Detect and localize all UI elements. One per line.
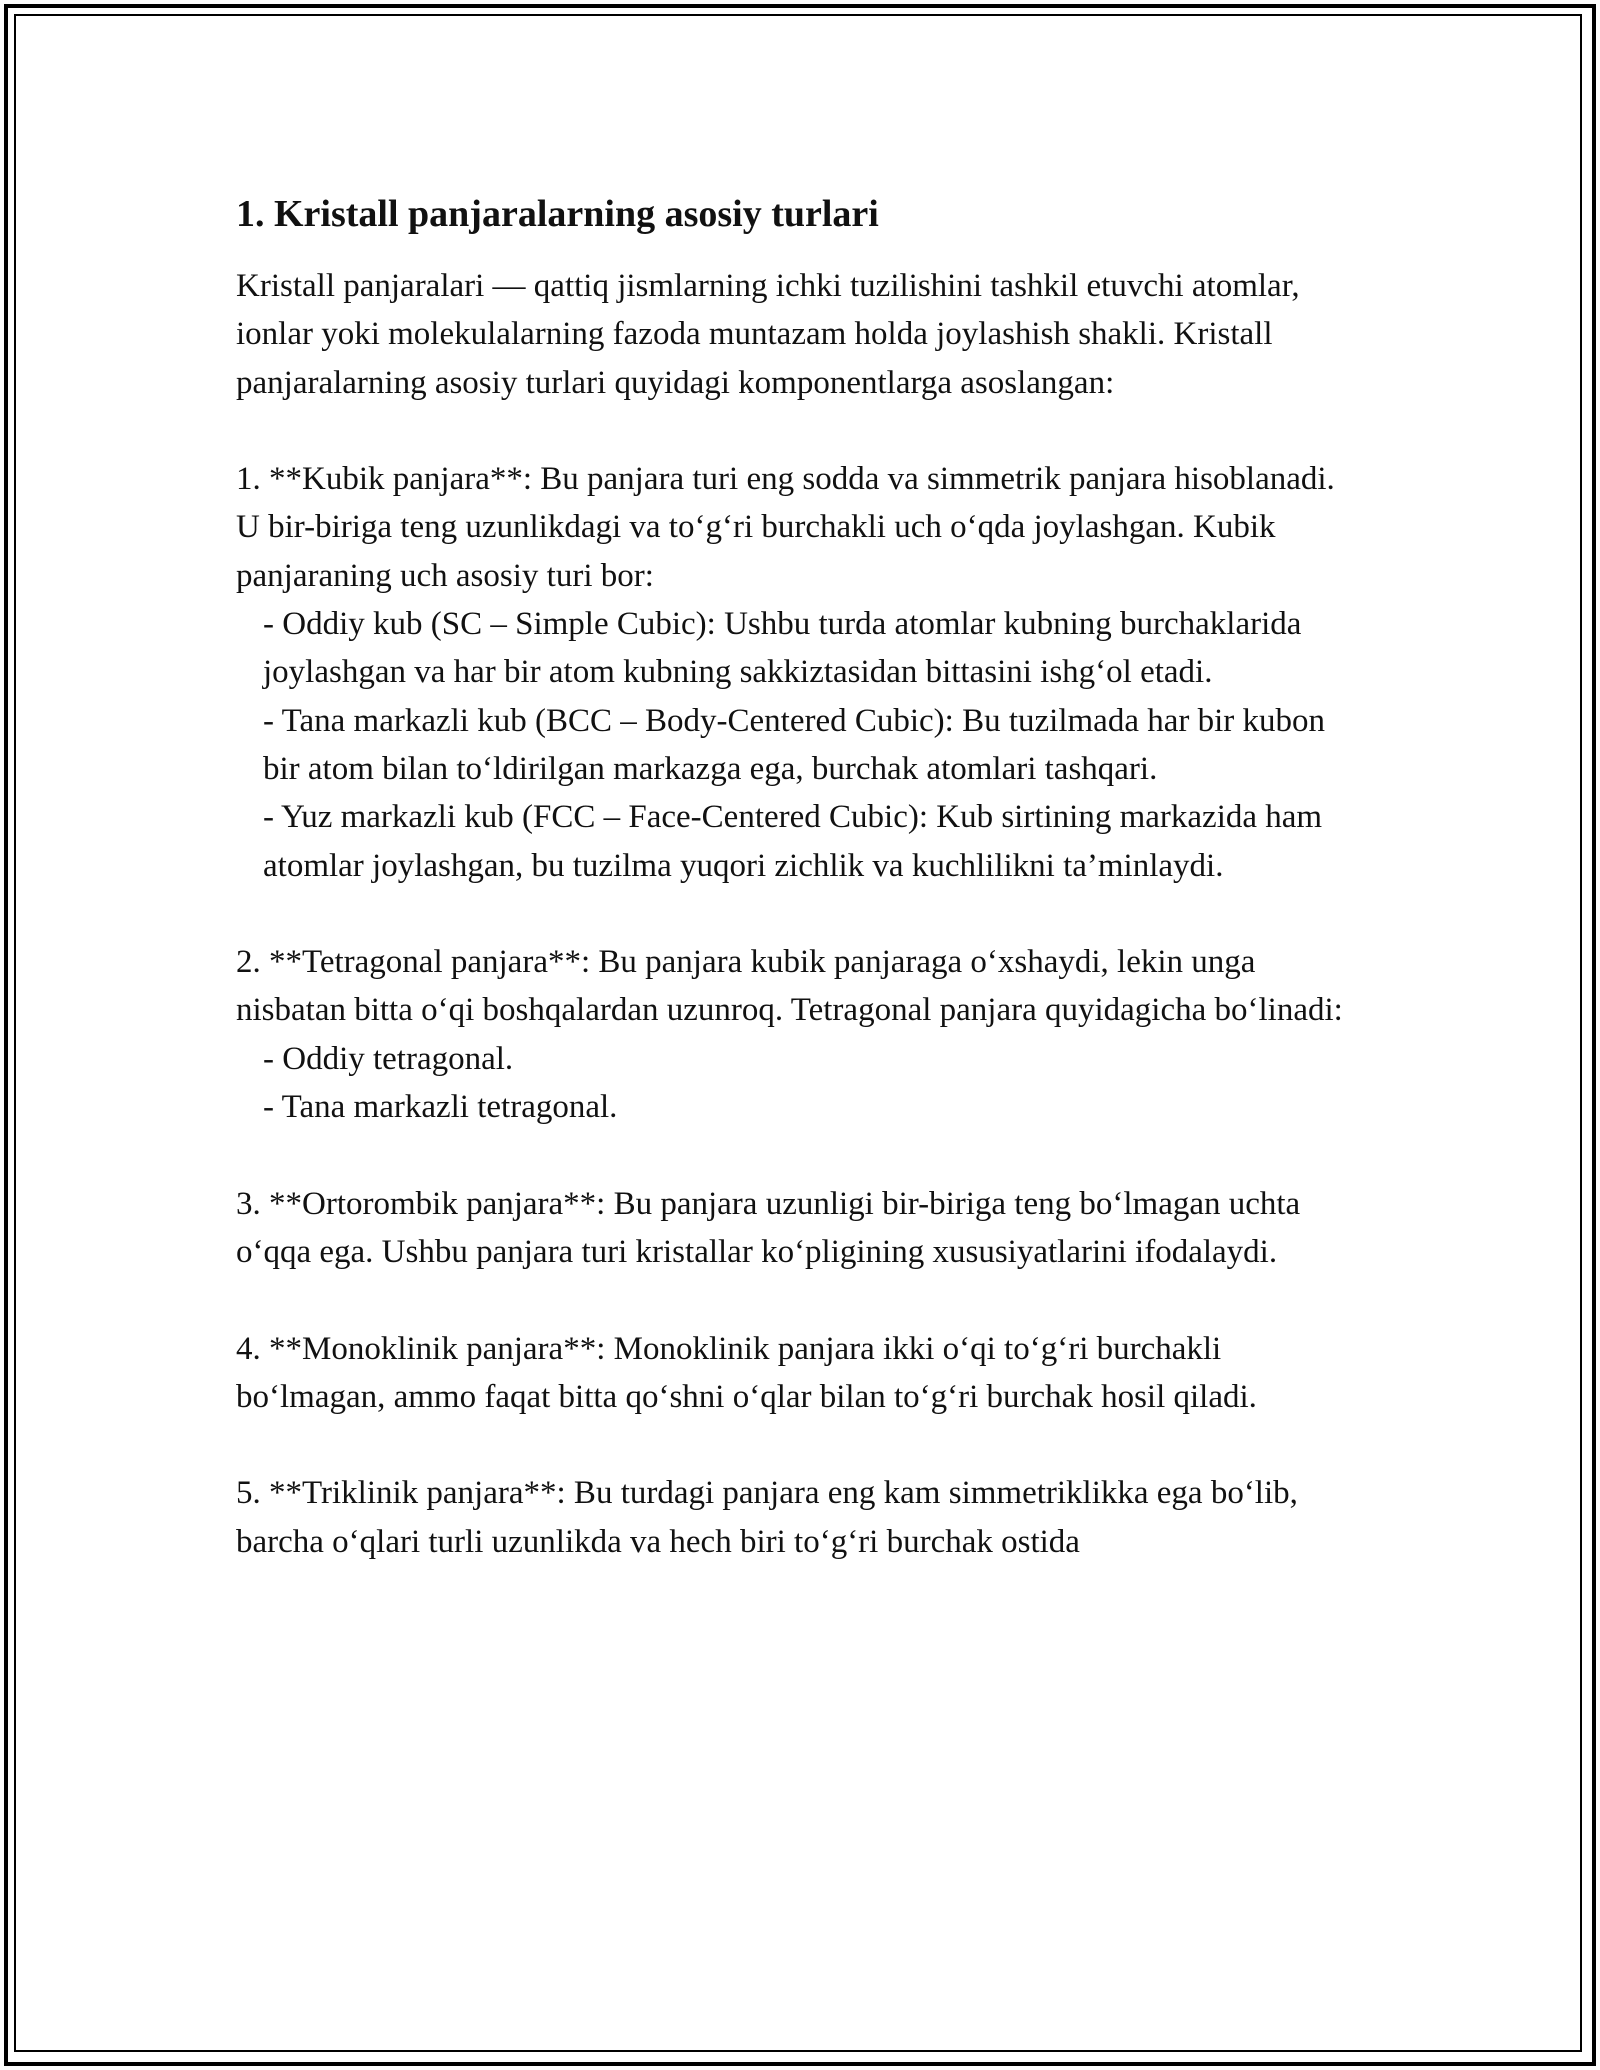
cubic-sc-item: - Oddiy kub (SC – Simple Cubic): Ushbu turda atomlar kubning burchaklarida joylashgan va har bir atom kubning sakkiztasidan bittasini ishg‘ol etadi. — [263, 606, 1302, 691]
tetragonal-simple-item: - Oddiy tetragonal. — [263, 1040, 514, 1077]
intro-paragraph: Kristall panjaralari — qattiq jismlarning ichki tuzilishini tashkil etuvchi atomlar, ionlar yoki molekulalarning fazoda muntazam holda joylashish shakli. Kristall panjaralarning asosiy turlari quyidagi komponentlarga asoslangan: — [236, 268, 1300, 401]
cubic-lattice-paragraph: 1. **Kubik panjara**: Bu panjara turi eng sodda va simmetrik panjara hisoblanadi. U bir-biriga teng uzunlikdagi va to‘g‘ri burchakli uch o‘qda joylashgan. Kubik panjaraning uch asosiy turi bor: — [236, 461, 1335, 594]
cubic-fcc-item: - Yuz markazli kub (FCC – Face-Centered Cubic): Kub sirtining markazida ham atomlar joylashgan, bu tuzilma yuqori zichlik va kuchlilikni ta’minlaydi. — [263, 799, 1323, 884]
cubic-bcc-item: - Tana markazli kub (BCC – Body-Centered Cubic): Bu tuzilmada har bir kubon bir atom bilan to‘ldirilgan markazga ega, burchak atomlari tashqari. — [263, 702, 1326, 787]
orthorhombic-lattice-paragraph: 3. **Ortorombik panjara**: Bu panjara uzunligi bir-biriga teng bo‘lmagan uchta o‘qqa ega. Ushbu panjara turi kristallar ko‘pligining xususiyatlarini ifodalaydi. — [236, 1185, 1301, 1270]
triclinic-lattice-paragraph: 5. **Triklinik panjara**: Bu turdagi panjara eng kam simmetriklikka ega bo‘lib, barcha o‘qlari turli uzunlikda va hech biri to‘g‘ri burchak ostida — [236, 1475, 1298, 1560]
document-body — [236, 188, 1366, 1566]
paragraph-gap — [236, 1131, 1366, 1179]
paragraph-gap — [236, 890, 1366, 938]
paragraph-gap — [236, 1421, 1366, 1469]
paragraph-gap — [236, 407, 1366, 455]
paragraph-gap — [236, 1276, 1366, 1324]
tetragonal-lattice-paragraph: 2. **Tetragonal panjara**: Bu panjara kubik panjaraga o‘xshaydi, lekin unga nisbatan bitta o‘qi boshqalardan uzunroq. Tetragonal panjara quyidagicha bo‘linadi: — [236, 944, 1343, 1029]
monoclinic-lattice-paragraph: 4. **Monoklinik panjara**: Monoklinik panjara ikki o‘qi to‘g‘ri burchakli bo‘lmagan, ammo faqat bitta qo‘shni o‘qlar bilan to‘g‘ri burchak hosil qiladi. — [236, 1330, 1257, 1415]
tetragonal-body-centered-item: - Tana markazli tetragonal. — [263, 1089, 618, 1126]
section-heading: 1. Kristall panjaralarning asosiy turlari — [236, 193, 879, 235]
